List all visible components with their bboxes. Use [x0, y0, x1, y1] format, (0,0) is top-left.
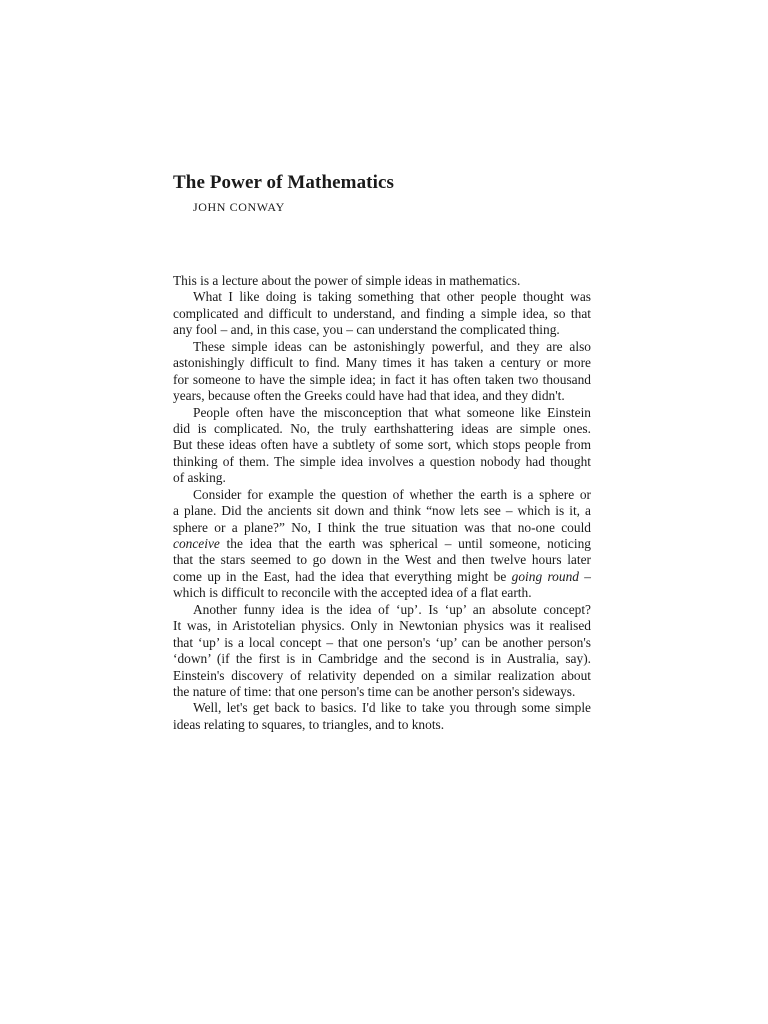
text-line [173, 405, 591, 421]
line-text: the nature of time: that one person's time can be another person's sideways. [173, 683, 576, 699]
line-text: Consider for example the question of whether the earth is a sphere or [193, 486, 591, 502]
text-line [173, 552, 591, 568]
line-text: sphere or a plane?” No, I think the true situation was that no-one could [173, 519, 591, 535]
line-text: complicated and difficult to understand, and finding a simple idea, so that [173, 305, 591, 321]
text-line [173, 700, 591, 716]
line-text: This is a lecture about the power of simple ideas in mathematics. [173, 273, 521, 288]
text-line [173, 520, 591, 536]
line-text: – [578, 568, 591, 584]
line-text: It was, in Aristotelian physics. Only in Newtonian physics was it realised [173, 618, 591, 634]
line-text: for someone to have the simple idea; in fact it has often taken two thousand [173, 371, 591, 387]
line-text: did is complicated. No, the truly earthshattering ideas are simple ones. [173, 420, 591, 436]
text-line [173, 618, 591, 634]
text-line [173, 355, 591, 371]
line-text: These simple ideas can be astonishingly powerful, and they are also [193, 338, 591, 354]
line-text: People often have the misconception that what someone like Einstein [193, 404, 591, 420]
line-text: Einstein's discovery of relativity depended on a similar realization about [173, 667, 591, 683]
line-text: ideas relating to squares, to triangles, and to knots. [173, 716, 445, 732]
text-line [173, 536, 591, 552]
text-line [173, 487, 591, 503]
text-line [173, 289, 591, 305]
line-text: ‘down’ (if the first is in Cambridge and the second is in Australia, say). [173, 651, 591, 667]
text-line [173, 602, 591, 618]
body-text [173, 273, 591, 733]
line-text: Well, let's get back to basics. I'd like to take you through some simple [193, 700, 591, 716]
line-text: come up in the East, had the idea that everything might be [173, 568, 512, 584]
text-line [173, 322, 591, 338]
line-text: of asking. [173, 470, 226, 486]
line-text: that the stars seemed to go down in the West and then twelve hours later [173, 552, 591, 568]
line-text: What I like doing is taking something that other people thought was [193, 289, 591, 305]
text-line [173, 306, 591, 322]
text-line [173, 339, 591, 355]
text-line [173, 717, 591, 733]
line-text: the idea that the earth was spherical – until someone, noticing [219, 536, 591, 551]
text-line [173, 372, 591, 388]
text-line [173, 635, 591, 651]
line-text: But these ideas often have a subtlety of some sort, which stops people from [173, 437, 591, 453]
line-text: which is difficult to reconcile with the accepted idea of a flat earth. [173, 585, 532, 601]
text-line [173, 569, 591, 585]
author-name: JOHN CONWAY [193, 200, 285, 214]
line-text: that ‘up’ is a local concept – that one person's ‘up’ can be another person's [173, 634, 591, 650]
text-line [173, 454, 591, 470]
line-text: thinking of them. The simple idea involves a question nobody had thought [173, 453, 591, 469]
paper-title: The Power of Mathematics [173, 172, 395, 193]
text-line [173, 388, 591, 404]
emphasis-text: conceive [173, 536, 220, 551]
line-text: a plane. Did the ancients sit down and think “now lets see – which is it, a [173, 503, 591, 519]
line-text: Another funny idea is the idea of ‘up’. Is ‘up’ an absolute concept? [193, 601, 591, 617]
text-line [173, 503, 591, 519]
line-text: astonishingly difficult to find. Many times it has taken a century or more [173, 355, 591, 371]
text-line [173, 668, 591, 684]
text-line [173, 470, 591, 486]
line-text: any fool – and, in this case, you – can understand the complicated thing. [173, 322, 560, 338]
text-line [173, 585, 591, 601]
text-line [173, 651, 591, 667]
text-line [173, 421, 591, 437]
text-line [173, 437, 591, 453]
line-text: years, because often the Greeks could have had that idea, and they didn't. [173, 388, 565, 404]
text-line [173, 273, 591, 289]
emphasis-text: going round [511, 568, 579, 584]
text-line [173, 684, 591, 700]
